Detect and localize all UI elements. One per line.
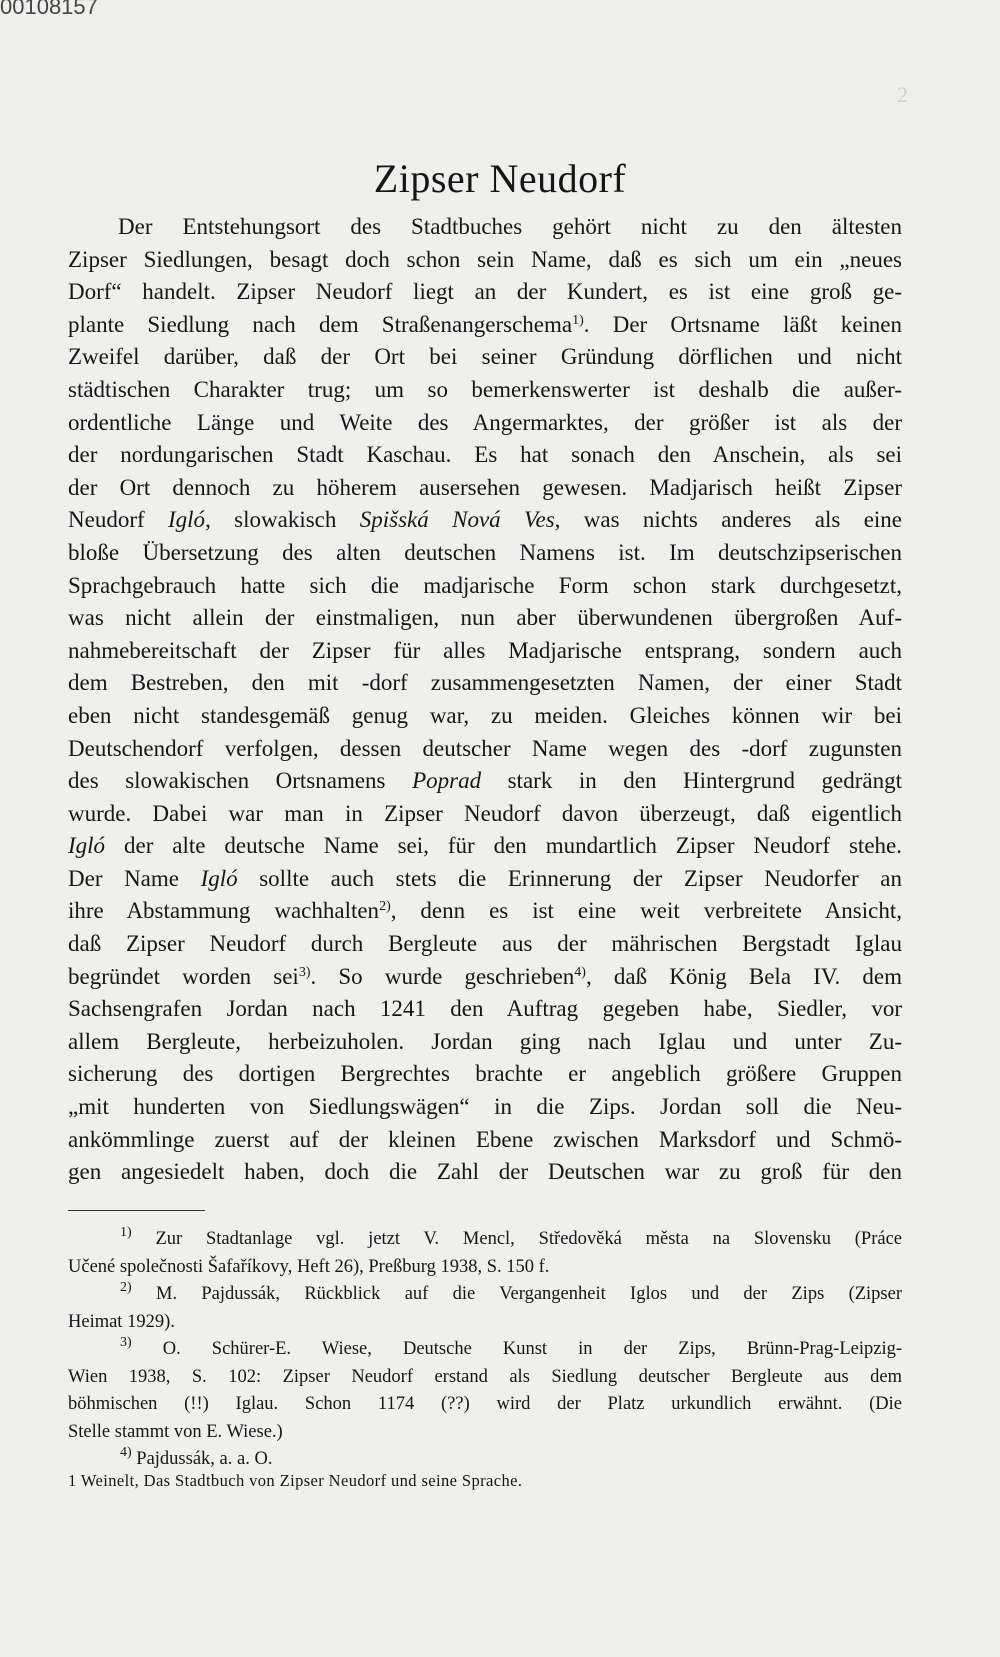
text-line: ankömmlinge zuerst auf der kleinen Ebene zwischen Marksdorf und Schmö-: [68, 1126, 902, 1152]
text-line: gen angesiedelt haben, doch die Zahl der Deutschen war zu groß für den: [68, 1159, 902, 1185]
page-title: Zipser Neudorf: [373, 155, 627, 201]
text-line: Zipser Siedlungen, besagt doch schon sein Name, daß es sich um ein „neues: [68, 246, 902, 272]
footnote-3-cont: Stelle stammt von E. Wiese.): [68, 1421, 283, 1442]
text-line: bloße Übersetzung des alten deutschen Namens ist. Im deutschzipserischen: [68, 539, 902, 565]
text-line: der nordungarischen Stadt Kaschau. Es hat sonach den Anschein, als sei: [68, 442, 902, 468]
footnote-3: $^{3)}$ O. Schürer-E. Wiese, Deutsche Kunst in der Zips, Brünn-Prag-Leipzig-: [120, 1335, 903, 1359]
footnote-2: $^{2)}$ M. Pajdussák, Rückblick auf die Vergangenheit Iglos und der Zips (Zipser: [120, 1280, 903, 1304]
text-line: Dorf“ handelt. Zipser Neudorf liegt an der Kundert, es ist eine groß ge-: [68, 279, 902, 305]
footnote-1: $^{1)}$ Zur Stadtanlage vgl. jetzt V. Mencl, Středověká města na Slovensku (Práce: [120, 1225, 902, 1249]
text-line: daß Zipser Neudorf durch Bergleute aus der mährischen Bergstadt Iglau: [68, 931, 902, 957]
text-line: dem Bestreben, den mit -dorf zusammengesetzten Namen, der einer Stadt: [68, 670, 902, 696]
text-line: Sprachgebrauch hatte sich die madjarische Form schon stark durchgesetzt,: [68, 572, 902, 598]
footnote-ref: 2): [379, 899, 391, 915]
text-line: Der Entstehungsort des Stadtbuches gehört nicht zu den ältesten: [118, 214, 902, 239]
text-line: Neudorf Igló, slowakisch Spišská Nová Ves, was nichts anderes als eine: [68, 507, 902, 533]
text-line: Sachsengrafen Jordan nach 1241 den Auftrag gegeben habe, Siedler, vor: [68, 996, 902, 1022]
footnotes: [68, 1226, 902, 1474]
text-line: Zweifel darüber, daß der Ort bei seiner Gründung dörflichen und nicht: [68, 344, 902, 370]
text-line: eben nicht standesgemäß genug war, zu meiden. Gleiches können wir bei: [68, 702, 902, 728]
footnote-1-cont: Učené společnosti Šafaříkovy, Heft 26), Preßburg 1938, S. 150 f.: [68, 1256, 550, 1277]
text-line: was nicht allein der einstmaligen, nun aber überwundenen übergroßen Auf-: [68, 605, 902, 631]
footnote-rule: [68, 1210, 205, 1211]
bleed-through-page-number: 2: [897, 82, 908, 107]
text-line: ordentliche Länge und Weite des Angermarktes, der größer ist als der: [68, 409, 902, 435]
text-line: städtischen Charakter trug; um so bemerkenswerter ist deshalb die außer-: [68, 376, 902, 402]
footnote-4: $^{4)}$ Pajdussák, a. a. O.: [120, 1445, 273, 1469]
footnote-3-cont: böhmischen (!!) Iglau. Schon 1174 (??) wird der Platz urkundlich erwähnt. (Die: [68, 1394, 902, 1414]
footnote-ref: 4): [574, 964, 586, 980]
text-line: allem Bergleute, herbeizuholen. Jordan ging nach Iglau und unter Zu-: [68, 1028, 902, 1054]
text-line: sicherung des dortigen Bergrechtes brachte er angeblich größere Gruppen: [68, 1061, 902, 1087]
text-line: der Ort dennoch zu höherem ausersehen gewesen. Madjarisch heißt Zipser: [68, 474, 902, 500]
footnote-2-cont: Heimat 1929).: [68, 1311, 175, 1332]
page-id: 00108157: [0, 0, 98, 19]
footnote-3-cont: Wien 1938, S. 102: Zipser Neudorf erstand als Siedlung deutscher Bergleute aus dem: [68, 1366, 902, 1387]
text-line: ihre Abstammung wachhalten$^{2)}$, denn es ist eine weit verbreitete Ansicht,: [68, 898, 903, 924]
text-line: „mit hunderten von Siedlungswägen“ in die Zips. Jordan soll die Neu-: [68, 1094, 902, 1120]
running-footer: 1 Weinelt, Das Stadtbuch von Zipser Neudorf und seine Sprache.: [68, 1471, 523, 1490]
footnote-ref: 3): [298, 964, 311, 980]
text-line: Igló der alte deutsche Name sei, für den mundartlich Zipser Neudorf stehe.: [68, 833, 902, 859]
text-line: nahmebereitschaft der Zipser für alles Madjarische entsprang, sondern auch: [68, 637, 902, 663]
body-text: [68, 211, 902, 1189]
text-line: Deutschendorf verfolgen, dessen deutscher Name wegen des -dorf zugunsten: [68, 735, 902, 761]
footnote-ref: 1): [572, 312, 584, 328]
text-line: Der Name Igló sollte auch stets die Erinnerung der Zipser Neudorfer an: [68, 865, 902, 891]
text-line: des slowakischen Ortsnamens Poprad stark in den Hintergrund gedrängt: [68, 768, 903, 794]
text-line: begründet worden sei$^{3)}$. So wurde geschrieben$^{4)}$, daß König Bela IV. dem: [68, 963, 902, 989]
text-line: wurde. Dabei war man in Zipser Neudorf davon überzeugt, daß eigentlich: [68, 800, 902, 826]
text-line: plante Siedlung nach dem Straßenangerschema$^{1)}$. Der Ortsname läßt keinen: [68, 311, 902, 337]
